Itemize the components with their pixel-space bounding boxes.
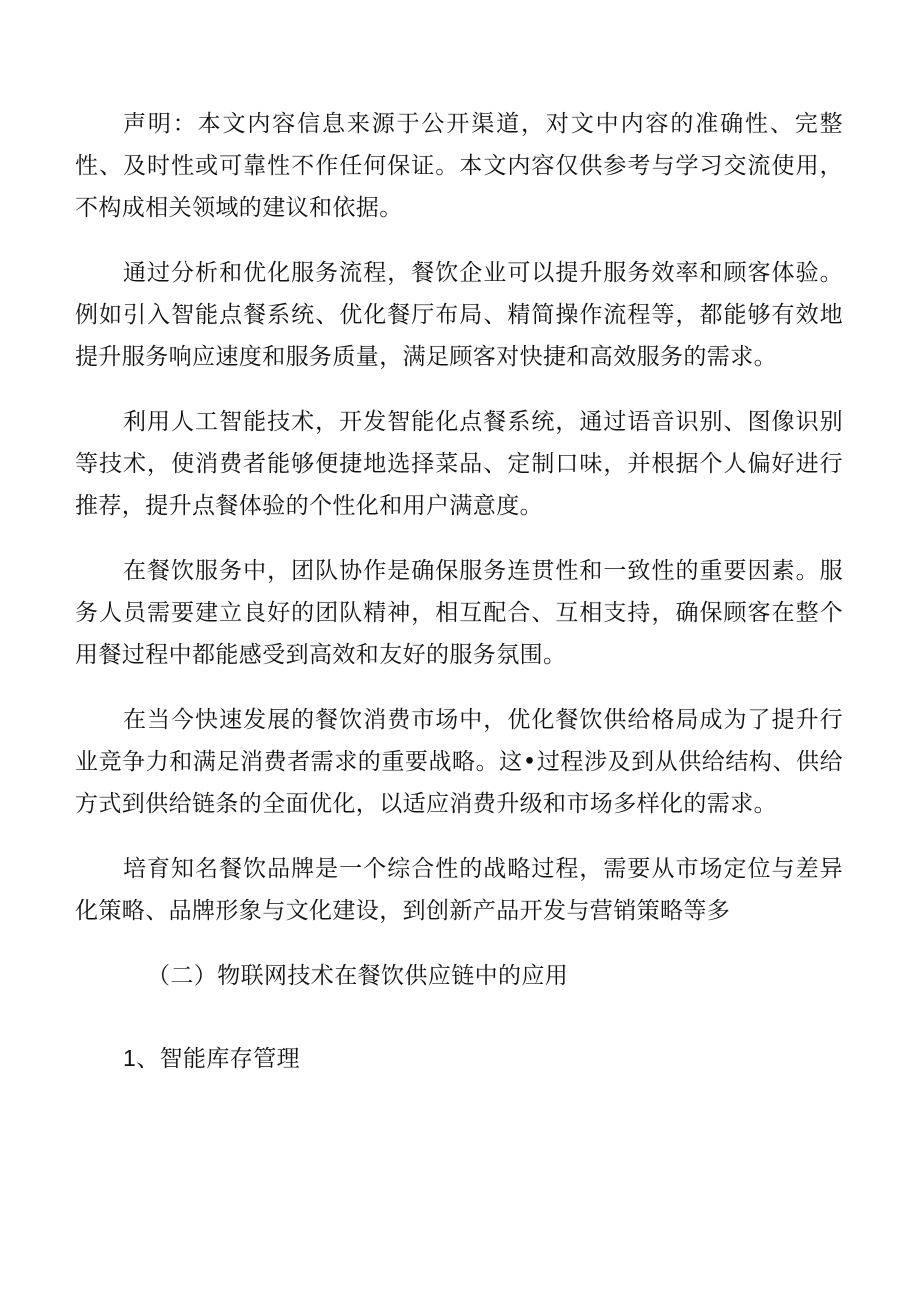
brand-building-paragraph: 培育知名餐饮品牌是一个综合性的战略过程，需要从市场定位与差异化策略、品牌形象与文化建设，到创新产品开发与营销策略等多 — [75, 856, 843, 924]
teamwork-paragraph: 在餐饮服务中，团队协作是确保服务连贯性和一致性的重要因素。服务人员需要建立良好的团队精神，相互配合、互相支持，确保顾客在整个用餐过程中都能感受到高效和友好的服务氛围。 — [75, 558, 843, 668]
ai-ordering-paragraph: 利用人工智能技术，开发智能化点餐系统，通过语音识别、图像识别等技术，使消费者能够便捷地选择菜品、定制口味，并根据个人偏好进行推荐，提升点餐体验的个性化和用户满意度。 — [75, 409, 843, 519]
disclaimer-paragraph: 声明：本文内容信息来源于公开渠道，对文中内容的准确性、完整性、及时性或可靠性不作任何保证。本文内容仅供参考与学习交流使用，不构成相关领域的建议和依据。 — [75, 111, 843, 221]
item-number: 1 — [123, 1045, 137, 1071]
section-subheading: （二）物联网技术在餐饮供应链中的应用 — [147, 963, 569, 989]
supply-optimization-paragraph: 在当今快速发展的餐饮消费市场中，优化餐饮供给格局成为了提升行业竞争力和满足消费者需求的重要战略。这•过程涉及到从供给结构、供给方式到供给链条的全面优化，以适应消费升级和市场多样化的需求。 — [75, 707, 843, 817]
service-process-paragraph: 通过分析和优化服务流程，餐饮企业可以提升服务效率和顾客体验。例如引入智能点餐系统、优化餐厅布局、精简操作流程等，都能够有效地提升服务响应速度和服务质量，满足顾客对快捷和高效服务的需求。 — [75, 260, 843, 370]
item-heading — [75, 1037, 843, 1080]
item-heading-text: 、智能库存管理 — [136, 1046, 301, 1072]
document-body — [75, 103, 843, 1080]
